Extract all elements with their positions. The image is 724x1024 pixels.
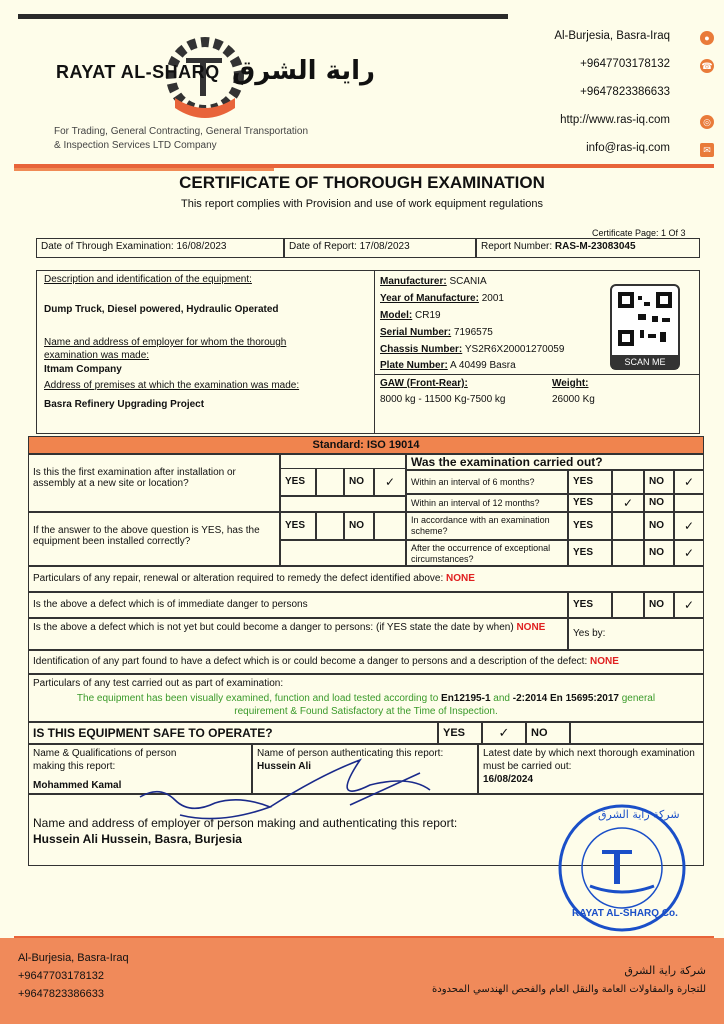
auth-label: Name of person authenticating this report: xyxy=(257,748,444,759)
employer-label: Name and address of employer for whom the thorough examination was made: xyxy=(44,337,287,361)
q1-no-check[interactable]: ✓ xyxy=(374,468,406,496)
footer-arabic-1: شركة راية الشرق xyxy=(624,964,706,977)
stamp-arabic-text: شركة راية الشرق xyxy=(598,808,680,821)
gaw-value: 8000 kg - 11500 Kg-7500 kg xyxy=(380,394,506,405)
year-value: 2001 xyxy=(481,293,504,304)
year-row xyxy=(380,293,504,304)
repair-row xyxy=(28,566,704,592)
model-label: Model: xyxy=(380,310,413,321)
repair-label: Particulars of any repair, renewal or alteration required to remedy the defect identified above: xyxy=(33,573,444,584)
q1-yes[interactable]: YES xyxy=(280,468,316,496)
interval-12-no-box[interactable] xyxy=(674,494,704,512)
signoff-employer: Hussein Ali Hussein, Basra, Burjesia xyxy=(33,832,242,846)
exceptional-label: After the occurrence of exceptional circumstances? xyxy=(406,540,568,566)
footer-arabic-2: للتجارة والمقاولات العامة والنقل العام والفحص الهندسي المحدودة xyxy=(432,984,706,995)
future-label: Is the above a defect which is not yet but could become a danger to persons: (if YES state the date by when) xyxy=(33,622,514,633)
report-number-cell xyxy=(476,238,700,258)
footer-phone-2: +9647823386633 xyxy=(18,988,104,1000)
q2-blank xyxy=(280,540,406,566)
scheme-no[interactable]: NO xyxy=(644,512,674,540)
auth-name: Hussein Ali xyxy=(257,761,312,772)
interval-12-yes[interactable]: YES xyxy=(568,494,612,512)
q1-no[interactable]: NO xyxy=(344,468,374,496)
scheme-yes-box[interactable] xyxy=(612,512,644,540)
gaw-divider xyxy=(374,374,700,375)
manufacturer-label: Manufacturer: xyxy=(380,276,447,287)
immediate-no[interactable]: NO xyxy=(644,592,674,618)
interval-12-label: Within an interval of 12 months? xyxy=(406,494,568,512)
qr-code-frame xyxy=(610,284,680,370)
tests-text-1: The equipment has been visually examined, function and load tested according to xyxy=(76,693,439,704)
exceptional-yes[interactable]: YES xyxy=(568,540,612,566)
desc-value: Dump Truck, Diesel powered, Hydraulic Operated xyxy=(44,304,279,315)
phone-icon: ☎ xyxy=(701,61,713,71)
desc-label: Description and identification of the equipment: xyxy=(44,274,252,285)
identification-label: Identification of any part found to have a defect which is or could become a danger to persons and a description of the defect: xyxy=(33,656,588,667)
signature-scribble-icon xyxy=(120,745,440,835)
header-website[interactable]: http://www.ras-iq.com xyxy=(560,114,670,126)
safe-no-box[interactable] xyxy=(570,722,704,744)
footer-band xyxy=(0,938,724,1024)
serial-label: Serial Number: xyxy=(380,327,452,338)
report-number-label: Report Number: xyxy=(481,241,553,252)
interval-12-check[interactable]: ✓ xyxy=(612,494,644,512)
weight-value: 26000 Kg xyxy=(552,394,595,405)
tests-line-2: requirement & Found Satisfactory at the Time of Inspection. xyxy=(234,706,498,717)
tagline-line-2: & Inspection Services LTD Company xyxy=(54,140,217,151)
exceptional-no[interactable]: NO xyxy=(644,540,674,566)
stamp-text: RAYAT AL-SHARQ Co. xyxy=(572,908,678,919)
scheme-check[interactable]: ✓ xyxy=(674,512,704,540)
scheme-label: In accordance with an examination scheme? xyxy=(406,512,568,540)
immediate-check[interactable]: ✓ xyxy=(674,592,704,618)
location-icon: ● xyxy=(700,31,714,45)
q2-text: If the answer to the above question is YES, has the equipment been installed correctly? xyxy=(28,512,280,566)
manufacturer-value: SCANIA xyxy=(449,276,487,287)
document-subtitle: This report complies with Provision and use of work equipment regulations xyxy=(181,198,543,210)
identification-row xyxy=(28,650,704,674)
q1-blank xyxy=(280,496,406,512)
premises-value: Basra Refinery Upgrading Project xyxy=(44,399,205,410)
orange-rule-accent xyxy=(14,168,274,171)
future-value: NONE xyxy=(516,622,546,633)
yes-by: Yes by: xyxy=(568,618,704,650)
tests-row xyxy=(28,674,704,722)
interval-6-label: Within an interval of 6 months? xyxy=(406,470,568,494)
signoff-employer-label: Name and address of employer of person making and authenticating this report: xyxy=(33,816,458,830)
footer-phone-1: +9647703178132 xyxy=(18,970,104,982)
immediate-yes[interactable]: YES xyxy=(568,592,612,618)
carried-out-header: Was the examination carried out? xyxy=(406,454,704,470)
identification-value: NONE xyxy=(590,656,619,667)
next-cell xyxy=(478,744,704,794)
header-email[interactable]: info@ras-iq.com xyxy=(586,142,670,154)
serial-row xyxy=(380,327,493,338)
header-phone-2: +9647823386633 xyxy=(580,86,670,98)
employer-value: Itmam Company xyxy=(44,364,122,375)
premises-label: Address of premises at which the examination was made: xyxy=(44,380,300,391)
report-date: Date of Report: 17/08/2023 xyxy=(284,238,476,258)
serial-value: 7196575 xyxy=(453,327,493,338)
manufacturer-row xyxy=(380,276,487,287)
chassis-value: YS2R6X20001270059 xyxy=(464,344,565,355)
tests-std-1: En12195-1 xyxy=(441,693,491,704)
tests-and: and xyxy=(493,693,510,704)
tests-label: Particulars of any test carried out as part of examination: xyxy=(33,678,284,689)
interval-6-yes-box[interactable] xyxy=(612,470,644,494)
year-label: Year of Manufacture: xyxy=(380,293,479,304)
qr-code-icon[interactable] xyxy=(614,288,676,350)
q2-yes[interactable]: YES xyxy=(280,512,316,540)
model-value: CR19 xyxy=(415,310,441,321)
plate-value: A 40499 Basra xyxy=(450,360,516,371)
gaw-label: GAW (Front-Rear): xyxy=(380,378,468,389)
model-row xyxy=(380,310,441,321)
scan-me-label: SCAN ME xyxy=(612,355,678,369)
header-phone-1: +9647703178132 xyxy=(580,58,670,70)
maker-name: Mohammed Kamal xyxy=(33,780,122,791)
q2-no[interactable]: NO xyxy=(344,512,374,540)
logo-text: RAYAT AL-SHARQ xyxy=(56,62,220,82)
scheme-yes[interactable]: YES xyxy=(568,512,612,540)
top-rule xyxy=(18,14,508,19)
repair-value: NONE xyxy=(446,573,475,584)
mail-icon: ✉ xyxy=(700,143,714,157)
weight-label: Weight: xyxy=(552,378,589,389)
logo-arabic: راية الشرق xyxy=(232,56,376,86)
q1-yes-box[interactable] xyxy=(316,468,344,496)
q2-yes-box[interactable] xyxy=(316,512,344,540)
plate-label: Plate Number: xyxy=(380,360,448,371)
future-row xyxy=(28,618,568,650)
safe-no[interactable]: NO xyxy=(526,722,570,744)
next-label: Latest date by which next thorough examination must be carried out: xyxy=(483,748,695,772)
safe-yes[interactable]: YES xyxy=(438,722,482,744)
interval-6-no[interactable]: NO xyxy=(644,470,674,494)
q2-no-box[interactable] xyxy=(374,512,406,540)
chassis-label: Chassis Number: xyxy=(380,344,463,355)
exceptional-yes-box[interactable] xyxy=(612,540,644,566)
globe-icon: ◎ xyxy=(700,115,714,129)
chassis-row xyxy=(380,344,564,355)
next-date: 16/08/2024 xyxy=(483,774,534,785)
interval-12-no[interactable]: NO xyxy=(644,494,674,512)
document-title: CERTIFICATE OF THOROUGH EXAMINATION xyxy=(179,173,545,192)
footer-address: Al-Burjesia, Basra-Iraq xyxy=(18,952,129,964)
tests-line-1 xyxy=(33,692,699,705)
q1-spacer xyxy=(280,454,406,468)
report-number: RAS-M-23083045 xyxy=(554,241,636,252)
tagline-line-1: For Trading, General Contracting, General Transportation xyxy=(54,126,309,137)
safe-yes-check[interactable]: ✓ xyxy=(482,722,526,744)
maker-label: Name & Qualifications of person making this report: xyxy=(33,748,177,772)
interval-6-yes[interactable]: YES xyxy=(568,470,612,494)
equipment-divider xyxy=(374,270,375,434)
header-address: Al-Burjesia, Basra-Iraq xyxy=(554,30,670,42)
tests-text-2: general xyxy=(621,693,656,704)
interval-6-check[interactable]: ✓ xyxy=(674,470,704,494)
immediate-label: Is the above a defect which is of immediate danger to persons xyxy=(28,592,568,618)
certificate-page-number: Certificate Page: 1 Of 3 xyxy=(592,228,686,238)
q1-text: Is this the first examination after installation or assembly at a new site or location? xyxy=(28,454,280,512)
exam-date: Date of Through Examination: 16/08/2023 xyxy=(36,238,284,258)
standard-header: Standard: ISO 19014 xyxy=(28,436,704,454)
tests-std-2: -2:2014 En 15695:2017 xyxy=(512,693,619,704)
safe-question: IS THIS EQUIPMENT SAFE TO OPERATE? xyxy=(28,722,438,744)
exceptional-check[interactable]: ✓ xyxy=(674,540,704,566)
immediate-yes-box[interactable] xyxy=(612,592,644,618)
plate-row xyxy=(380,360,516,371)
